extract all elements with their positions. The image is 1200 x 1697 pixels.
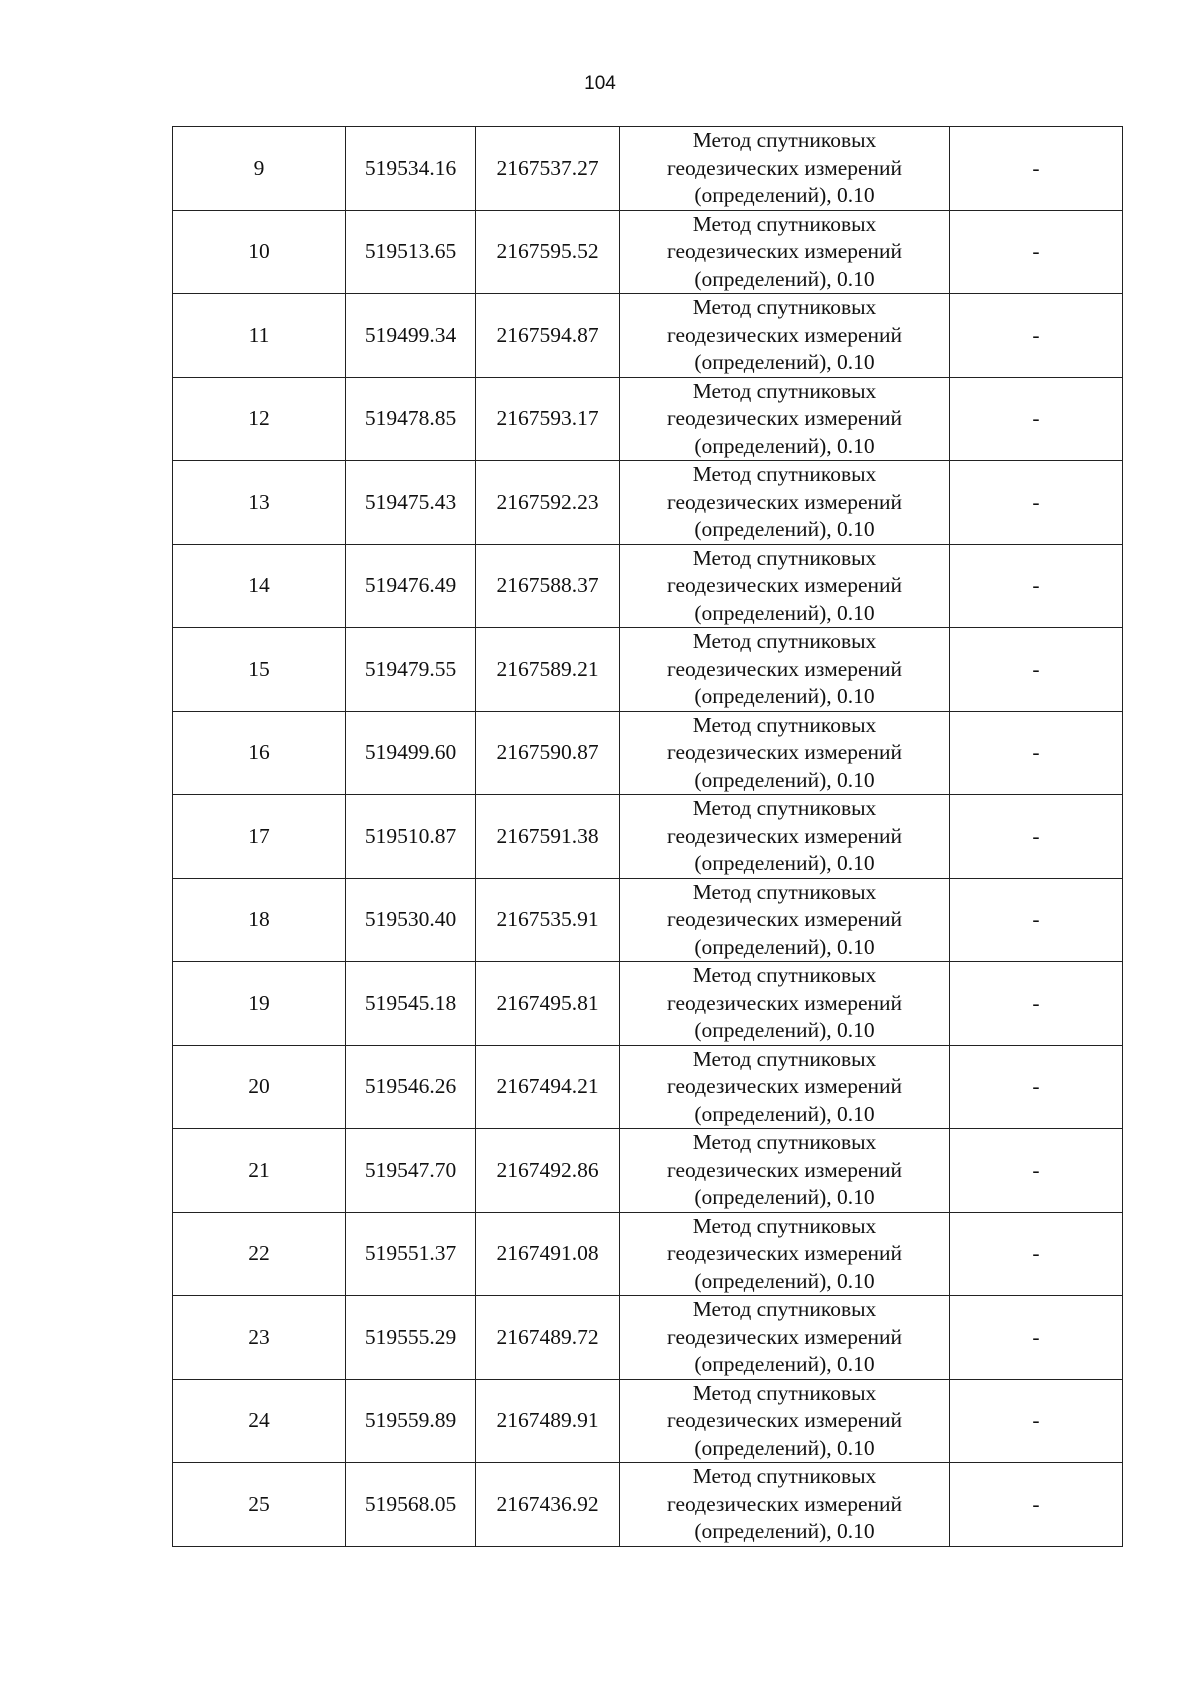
note-cell: - (950, 795, 1123, 879)
method-cell (620, 461, 950, 545)
method-cell (620, 1296, 950, 1380)
point-number-cell: 15 (173, 628, 346, 712)
method-text-line: Метод спутниковых (692, 796, 877, 820)
method-text-line: (определений), 0.10 (694, 684, 875, 708)
method-text-line: (определений), 0.10 (694, 934, 875, 959)
x-coordinate-cell: 519568.05 (346, 1463, 476, 1547)
table-row (173, 1296, 1123, 1380)
table-row (173, 1212, 1123, 1296)
method-text-line: Метод спутниковых (692, 128, 877, 152)
point-number-cell: 24 (173, 1379, 346, 1463)
method-cell (620, 711, 950, 795)
method-cell (620, 795, 950, 879)
method-text-line: Метод спутниковых (692, 295, 877, 319)
method-text-line: геодезических измерений (666, 406, 903, 430)
method-text-line: Метод спутниковых (692, 963, 877, 987)
method-text-line: (определений), 0.10 (694, 266, 875, 291)
method-text-line: геодезических измерений (666, 990, 903, 1015)
method-text-line: Метод спутниковых (692, 1130, 877, 1154)
method-text-line: (определений), 0.10 (694, 517, 875, 541)
y-coordinate-cell: 2167591.38 (476, 795, 620, 879)
method-text-line: Метод спутниковых (692, 545, 877, 570)
note-cell: - (950, 1212, 1123, 1296)
x-coordinate-cell: 519513.65 (346, 210, 476, 294)
note-cell: - (950, 544, 1123, 628)
method-text-line: геодезических измерений (666, 823, 903, 848)
y-coordinate-cell: 2167595.52 (476, 210, 620, 294)
y-coordinate-cell: 2167592.23 (476, 461, 620, 545)
method-text-line: (определений), 0.10 (694, 600, 875, 625)
y-coordinate-cell: 2167535.91 (476, 878, 620, 962)
method-text-line: (определений), 0.10 (694, 350, 875, 374)
method-text-line: геодезических измерений (666, 740, 903, 764)
method-text-line: Метод спутниковых (692, 879, 877, 904)
x-coordinate-cell: 519499.34 (346, 294, 476, 378)
x-coordinate-cell: 519476.49 (346, 544, 476, 628)
x-coordinate-cell: 519559.89 (346, 1379, 476, 1463)
method-cell (620, 628, 950, 712)
method-text-line: (определений), 0.10 (694, 1519, 875, 1543)
y-coordinate-cell: 2167489.72 (476, 1296, 620, 1380)
method-cell (620, 544, 950, 628)
method-text-line: (определений), 0.10 (694, 851, 875, 875)
method-text-line: геодезических измерений (666, 1157, 903, 1182)
x-coordinate-cell: 519530.40 (346, 878, 476, 962)
y-coordinate-cell: 2167593.17 (476, 377, 620, 461)
x-coordinate-cell: 519534.16 (346, 127, 476, 211)
method-cell (620, 1463, 950, 1547)
point-number-cell: 25 (173, 1463, 346, 1547)
method-text-line: геодезических измерений (666, 155, 903, 180)
table-row (173, 628, 1123, 712)
note-cell: - (950, 628, 1123, 712)
note-cell: - (950, 1379, 1123, 1463)
x-coordinate-cell: 519545.18 (346, 962, 476, 1046)
y-coordinate-cell: 2167588.37 (476, 544, 620, 628)
table-body (173, 127, 1123, 1547)
point-number-cell: 10 (173, 210, 346, 294)
method-text-line: геодезических измерений (666, 1074, 903, 1098)
point-number-cell: 16 (173, 711, 346, 795)
method-text-line: Метод спутниковых (692, 1213, 877, 1238)
y-coordinate-cell: 2167590.87 (476, 711, 620, 795)
coordinates-table (172, 126, 1123, 1547)
note-cell: - (950, 878, 1123, 962)
table-row (173, 210, 1123, 294)
y-coordinate-cell: 2167492.86 (476, 1129, 620, 1213)
method-cell (620, 294, 950, 378)
point-number-cell: 23 (173, 1296, 346, 1380)
point-number-cell: 12 (173, 377, 346, 461)
method-text-line: геодезических измерений (666, 907, 903, 931)
table-row (173, 1129, 1123, 1213)
method-text-line: геодезических измерений (666, 1408, 903, 1432)
x-coordinate-cell: 519478.85 (346, 377, 476, 461)
method-text-line: Метод спутниковых (692, 462, 877, 486)
point-number-cell: 20 (173, 1045, 346, 1129)
method-text-line: геодезических измерений (666, 1241, 903, 1265)
note-cell: - (950, 377, 1123, 461)
method-text-line: Метод спутниковых (692, 378, 877, 403)
method-cell (620, 127, 950, 211)
method-text-line: Метод спутниковых (692, 1297, 877, 1321)
x-coordinate-cell: 519555.29 (346, 1296, 476, 1380)
table-row (173, 795, 1123, 879)
table-row (173, 1379, 1123, 1463)
table-row (173, 711, 1123, 795)
table-row (173, 962, 1123, 1046)
method-text-line: (определений), 0.10 (694, 767, 875, 792)
point-number-cell: 13 (173, 461, 346, 545)
table-row (173, 1045, 1123, 1129)
table-row (173, 294, 1123, 378)
method-text-line: Метод спутниковых (692, 712, 877, 737)
method-text-line: геодезических измерений (666, 1491, 903, 1516)
note-cell: - (950, 127, 1123, 211)
y-coordinate-cell: 2167491.08 (476, 1212, 620, 1296)
x-coordinate-cell: 519547.70 (346, 1129, 476, 1213)
method-text-line: геодезических измерений (666, 656, 903, 681)
y-coordinate-cell: 2167594.87 (476, 294, 620, 378)
method-text-line: Метод спутниковых (692, 1464, 877, 1488)
point-number-cell: 11 (173, 294, 346, 378)
method-cell (620, 1379, 950, 1463)
method-cell (620, 1129, 950, 1213)
method-text-line: (определений), 0.10 (694, 1185, 875, 1209)
method-cell (620, 962, 950, 1046)
point-number-cell: 17 (173, 795, 346, 879)
point-number-cell: 21 (173, 1129, 346, 1213)
x-coordinate-cell: 519551.37 (346, 1212, 476, 1296)
table-row (173, 127, 1123, 211)
method-text-line: геодезических измерений (666, 489, 903, 514)
point-number-cell: 22 (173, 1212, 346, 1296)
y-coordinate-cell: 2167537.27 (476, 127, 620, 211)
note-cell: - (950, 461, 1123, 545)
table-row (173, 377, 1123, 461)
note-cell: - (950, 1045, 1123, 1129)
method-text-line: Метод спутниковых (692, 1046, 877, 1071)
method-cell (620, 878, 950, 962)
note-cell: - (950, 711, 1123, 795)
point-number-cell: 14 (173, 544, 346, 628)
point-number-cell: 9 (173, 127, 346, 211)
point-number-cell: 19 (173, 962, 346, 1046)
y-coordinate-cell: 2167436.92 (476, 1463, 620, 1547)
x-coordinate-cell: 519510.87 (346, 795, 476, 879)
method-text-line: геодезических измерений (666, 322, 903, 347)
method-text-line: Метод спутниковых (692, 211, 877, 236)
method-text-line: (определений), 0.10 (694, 1268, 875, 1293)
method-cell (620, 1212, 950, 1296)
x-coordinate-cell: 519475.43 (346, 461, 476, 545)
x-coordinate-cell: 519546.26 (346, 1045, 476, 1129)
method-text-line: геодезических измерений (666, 573, 903, 597)
method-text-line: геодезических измерений (666, 239, 903, 263)
method-text-line: (определений), 0.10 (694, 433, 875, 458)
y-coordinate-cell: 2167589.21 (476, 628, 620, 712)
table-row (173, 461, 1123, 545)
method-cell (620, 210, 950, 294)
method-text-line: (определений), 0.10 (694, 183, 875, 207)
table-row (173, 1463, 1123, 1547)
point-number-cell: 18 (173, 878, 346, 962)
y-coordinate-cell: 2167495.81 (476, 962, 620, 1046)
method-text-line: Метод спутниковых (692, 1380, 877, 1405)
x-coordinate-cell: 519479.55 (346, 628, 476, 712)
method-cell (620, 1045, 950, 1129)
note-cell: - (950, 962, 1123, 1046)
table-row (173, 878, 1123, 962)
method-text-line: Метод спутниковых (692, 629, 877, 653)
page-number: 104 (584, 73, 616, 94)
method-text-line: (определений), 0.10 (694, 1435, 875, 1460)
note-cell: - (950, 294, 1123, 378)
note-cell: - (950, 1463, 1123, 1547)
method-text-line: (определений), 0.10 (694, 1018, 875, 1042)
table-row (173, 544, 1123, 628)
method-text-line: (определений), 0.10 (694, 1352, 875, 1376)
note-cell: - (950, 1296, 1123, 1380)
method-text-line: (определений), 0.10 (694, 1101, 875, 1126)
method-text-line: геодезических измерений (666, 1324, 903, 1349)
y-coordinate-cell: 2167494.21 (476, 1045, 620, 1129)
x-coordinate-cell: 519499.60 (346, 711, 476, 795)
y-coordinate-cell: 2167489.91 (476, 1379, 620, 1463)
note-cell: - (950, 210, 1123, 294)
method-cell (620, 377, 950, 461)
note-cell: - (950, 1129, 1123, 1213)
